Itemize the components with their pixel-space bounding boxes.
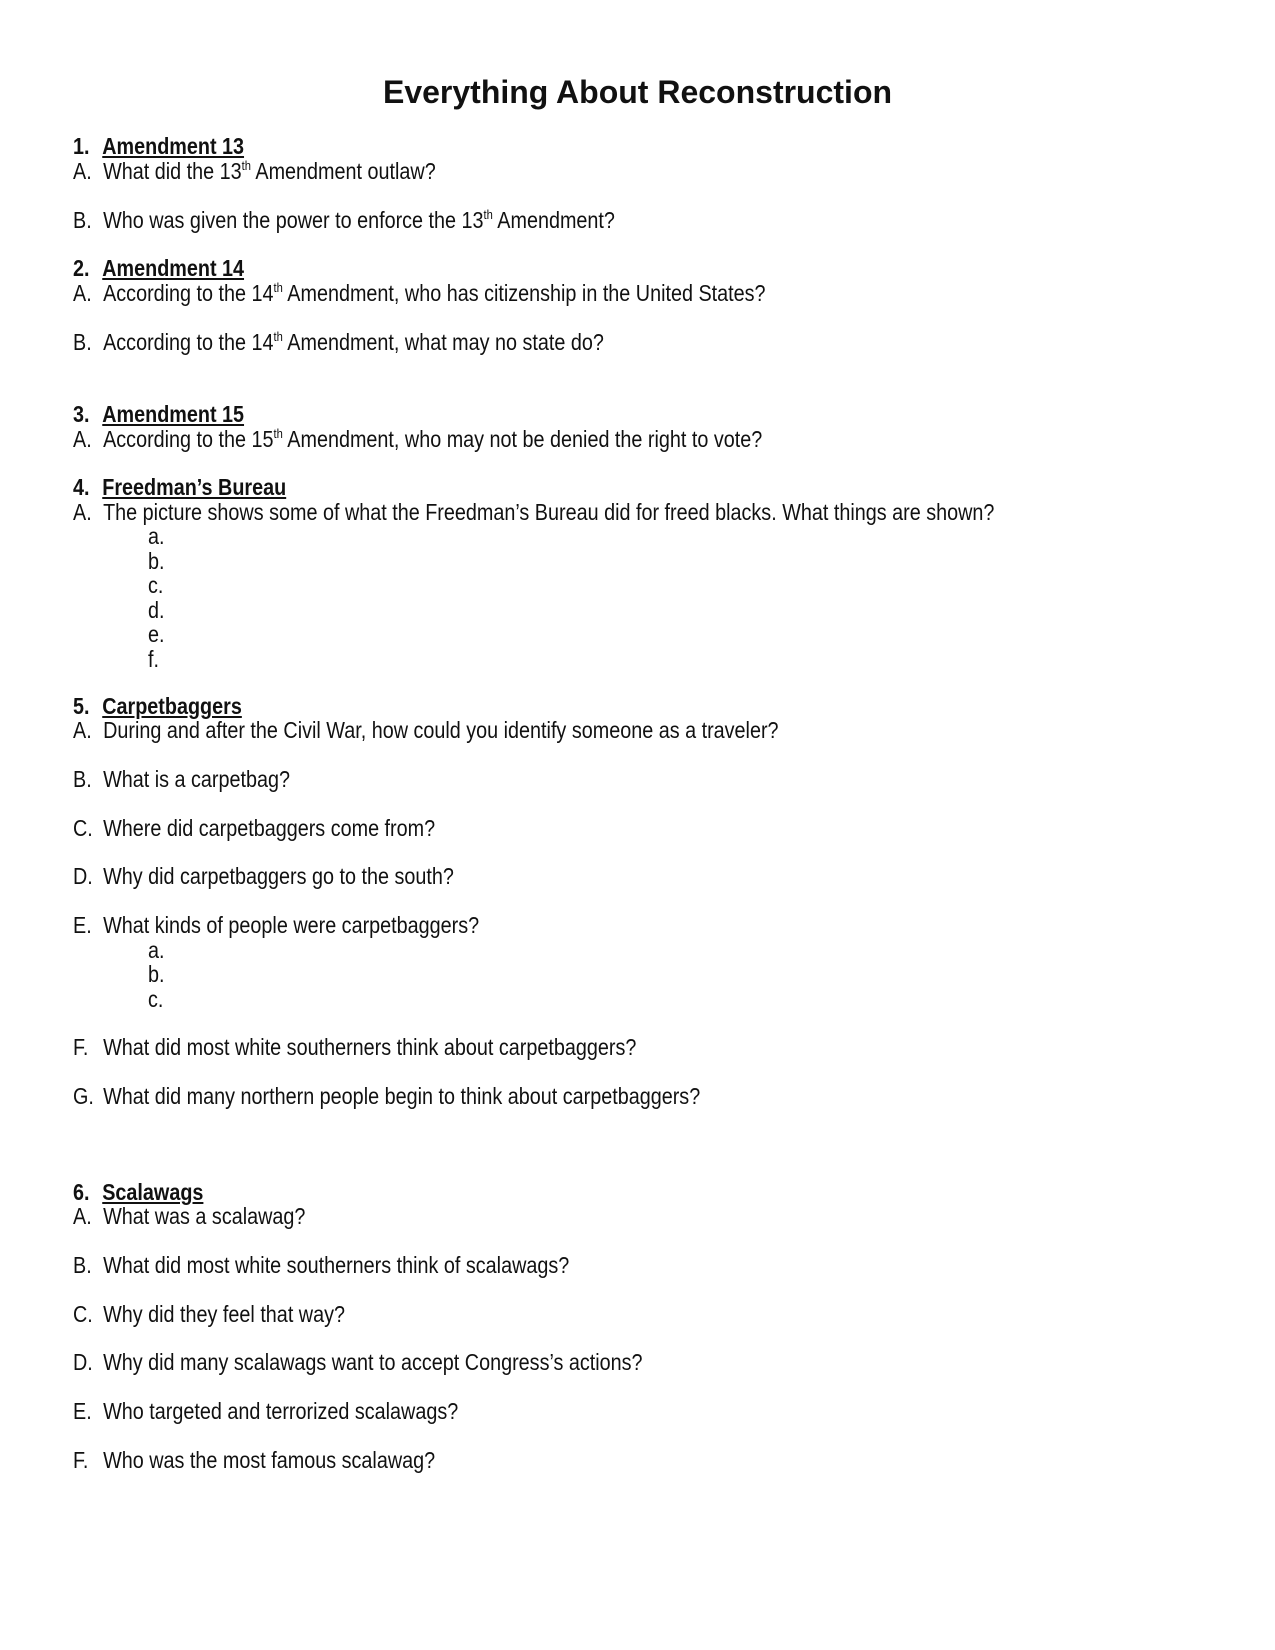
section-heading: 3. Amendment 15	[73, 401, 245, 427]
question: D. Why did carpetbaggers go to the south?	[73, 863, 454, 889]
sub-item: e.	[148, 621, 165, 647]
sub-item: a.	[148, 937, 165, 963]
sub-item: f.	[148, 646, 159, 672]
sub-item: b.	[148, 548, 165, 574]
question: B. Who was given the power to enforce the 13th Amendment?	[73, 207, 615, 233]
question: A. What did the 13th Amendment outlaw?	[73, 158, 436, 184]
question: A. According to the 15th Amendment, who may not be denied the right to vote?	[73, 426, 763, 452]
section-heading: 2. Amendment 14	[73, 255, 245, 281]
question: A. What was a scalawag?	[73, 1203, 306, 1229]
section-heading: 6. Scalawags	[73, 1179, 204, 1205]
question: E. What kinds of people were carpetbaggers?	[73, 912, 480, 938]
question: C. Why did they feel that way?	[73, 1301, 345, 1327]
sub-item: c.	[148, 572, 164, 598]
question: C. Where did carpetbaggers come from?	[73, 815, 436, 841]
question: D. Why did many scalawags want to accept Congress’s actions?	[73, 1349, 643, 1375]
sub-item: d.	[148, 597, 165, 623]
question: B. What did most white southerners think of scalawags?	[73, 1252, 570, 1278]
section-heading: 1. Amendment 13	[73, 133, 245, 159]
sub-item: c.	[148, 986, 164, 1012]
question: B. According to the 14th Amendment, what may no state do?	[73, 329, 604, 355]
question: B. What is a carpetbag?	[73, 766, 291, 792]
page-title: Everything About Reconstruction	[382, 74, 893, 110]
section-heading: 5. Carpetbaggers	[73, 693, 242, 719]
sub-item: b.	[148, 961, 165, 987]
question: F. Who was the most famous scalawag?	[73, 1447, 436, 1473]
question: E. Who targeted and terrorized scalawags?	[73, 1398, 459, 1424]
question: A. The picture shows some of what the Freedman’s Bureau did for freed blacks. What things are shown?	[73, 499, 995, 525]
question: A. According to the 14th Amendment, who has citizenship in the United States?	[73, 280, 766, 306]
question: A. During and after the Civil War, how could you identify someone as a traveler?	[73, 717, 779, 743]
section-heading: 4. Freedman’s Bureau	[73, 474, 287, 500]
question: G. What did many northern people begin to think about carpetbaggers?	[73, 1083, 701, 1109]
question: F. What did most white southerners think about carpetbaggers?	[73, 1034, 637, 1060]
sub-item: a.	[148, 523, 165, 549]
